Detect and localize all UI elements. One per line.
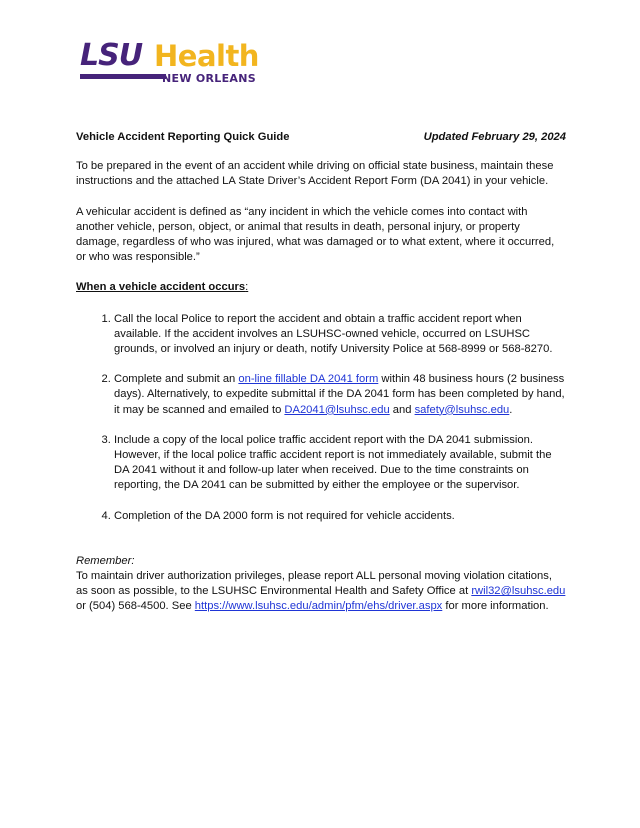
step-2-text-c: and: [389, 403, 415, 416]
step-3: [114, 433, 566, 494]
document-header: [76, 130, 566, 145]
remember-text-b: or (504) 568-4500. See: [76, 600, 195, 613]
step-1-text: Call the local Police to report the accident and obtain a traffic accident report when available. If the accident involves an LSUHSC-owned vehicle, occurred on LSUHSC grounds, or involved an injury or death, notify University Police at 568-8999 or 568-8270.: [114, 312, 553, 356]
step-2-text-d: .: [509, 403, 513, 416]
section-heading-text: When a vehicle accident occurs: [76, 281, 246, 294]
rwil32-email-link[interactable]: rwil32@lsuhsc.edu: [471, 585, 566, 598]
step-2-text-a: Complete and submit an: [114, 373, 239, 386]
logo-underline-bar: [80, 74, 166, 79]
step-1: [114, 312, 566, 358]
updated-date: Updated February 29, 2024: [423, 131, 566, 143]
intro-paragraph: To be prepared in the event of an accident while driving on official state business, maintain these instructions and the attached LA State Driver’s Accident Report Form (DA 2041) in your vehicle.: [76, 160, 554, 188]
remember-text: [76, 569, 566, 615]
remember-label: Remember:: [76, 554, 135, 567]
step-3-text: Include a copy of the local police traffic accident report with the DA 2041 submission. However, if the local police traffic accident report is not immediately available, submit the DA 2041 without it and follow-up later when received. Due to the time constraints on reporting, the DA 2041 can be submitted by either the employee or the supervisor.: [114, 433, 552, 492]
document-title: Vehicle Accident Reporting Quick Guide: [76, 131, 290, 143]
lsu-health-logo: [80, 40, 260, 88]
logo-health-text: Health: [154, 39, 259, 73]
steps-list: [76, 312, 566, 524]
section-heading: [76, 280, 566, 295]
remember-text-c: for more information.: [442, 600, 549, 613]
da2041-form-link[interactable]: on-line fillable DA 2041 form: [238, 373, 379, 386]
step-2-text-b: within 48 business hours (2 business days). Alternatively, to expedite submittal if the DA 2041 form has been completed by hand, it may be scanned and emailed to: [114, 373, 565, 416]
step-4-text: Completion of the DA 2000 form is not required for vehicle accidents.: [114, 509, 455, 522]
remember-block: [76, 554, 566, 615]
document-body: [76, 130, 566, 615]
section-heading-colon: :: [245, 281, 249, 294]
logo-lsu-text: LSU: [80, 38, 143, 73]
definition-paragraph: A vehicular accident is defined as “any incident in which the vehicle comes into contact with another vehicle, person, object, or animal that results in death, personal injury, or property damage, regardless of who was injured, what was damaged or to what extent, where it occurred, or who was responsible.”: [76, 205, 555, 264]
step-4: [114, 509, 566, 524]
driver-page-link[interactable]: https://www.lsuhsc.edu/admin/pfm/ehs/driver.aspx: [194, 600, 443, 613]
step-2: [114, 372, 566, 418]
safety-email-link[interactable]: safety@lsuhsc.edu: [414, 403, 510, 416]
logo-new-orleans-text: NEW ORLEANS: [162, 72, 256, 85]
da2041-email-link[interactable]: DA2041@lsuhsc.edu: [284, 403, 390, 416]
remember-text-a: To maintain driver authorization privileges, please report ALL personal moving violation citations, as soon as possible, to the LSUHSC Environmental Health and Safety Office at: [76, 570, 552, 598]
